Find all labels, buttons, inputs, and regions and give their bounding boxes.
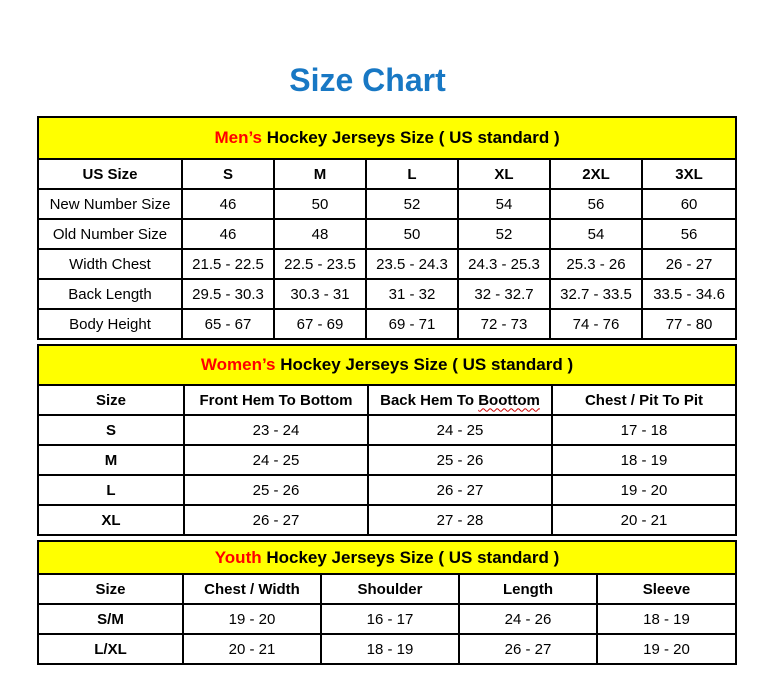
col-header: XL	[458, 159, 550, 189]
col-header-text: Back Hem To	[380, 391, 479, 409]
table-row	[38, 604, 736, 634]
cell: 65 - 67	[182, 309, 274, 339]
cell: 20 - 21	[183, 634, 321, 664]
cell: 19 - 20	[183, 604, 321, 634]
cell: 67 - 69	[274, 309, 366, 339]
cell: 21.5 - 22.5	[182, 249, 274, 279]
col-header: Chest / Width	[183, 574, 321, 604]
col-header: L	[366, 159, 458, 189]
cell: 30.3 - 31	[274, 279, 366, 309]
cell: 19 - 20	[597, 634, 736, 664]
cell: 26 - 27	[184, 505, 368, 535]
col-header: 3XL	[642, 159, 736, 189]
cell: 24 - 26	[459, 604, 597, 634]
table-row	[38, 309, 736, 339]
cell: 25.3 - 26	[550, 249, 642, 279]
womens-section-heading-row	[38, 345, 736, 385]
cell: 69 - 71	[366, 309, 458, 339]
cell: 25 - 26	[368, 445, 552, 475]
cell: 18 - 19	[597, 604, 736, 634]
cell: 24 - 25	[368, 415, 552, 445]
cell: 20 - 21	[552, 505, 736, 535]
cell: 18 - 19	[321, 634, 459, 664]
cell: 23.5 - 24.3	[366, 249, 458, 279]
cell: 77 - 80	[642, 309, 736, 339]
col-header: M	[274, 159, 366, 189]
table-row	[38, 219, 736, 249]
table-row	[38, 189, 736, 219]
mens-section-heading	[38, 117, 736, 159]
cell: 27 - 28	[368, 505, 552, 535]
table-row	[38, 505, 736, 535]
col-header: Size	[38, 574, 183, 604]
col-header: S	[182, 159, 274, 189]
cell: 72 - 73	[458, 309, 550, 339]
col-header: Length	[459, 574, 597, 604]
table-row	[38, 475, 736, 505]
mens-section-heading-row	[38, 117, 736, 159]
col-header: Front Hem To Bottom	[184, 385, 368, 415]
cell: 24 - 25	[184, 445, 368, 475]
cell: 23 - 24	[184, 415, 368, 445]
cell: 32.7 - 33.5	[550, 279, 642, 309]
row-label: Width Chest	[38, 249, 182, 279]
cell: 33.5 - 34.6	[642, 279, 736, 309]
youth-section-heading	[38, 541, 736, 574]
row-label: XL	[38, 505, 184, 535]
youth-heading-accent: Youth	[214, 547, 262, 567]
cell: 50	[274, 189, 366, 219]
cell: 26 - 27	[459, 634, 597, 664]
youth-heading-rest: Hockey Jerseys Size ( US standard )	[261, 547, 560, 567]
cell: 54	[550, 219, 642, 249]
mens-size-table	[37, 116, 737, 340]
womens-section-heading	[38, 345, 736, 385]
cell: 56	[642, 219, 736, 249]
womens-heading-accent: Women’s	[200, 355, 276, 374]
cell: 46	[182, 189, 274, 219]
col-header: Size	[38, 385, 184, 415]
col-header: Shoulder	[321, 574, 459, 604]
cell: 48	[274, 219, 366, 249]
table-row	[38, 249, 736, 279]
col-header: US Size	[38, 159, 182, 189]
cell: 26 - 27	[642, 249, 736, 279]
row-label: Old Number Size	[38, 219, 182, 249]
youth-section-heading-row	[38, 541, 736, 574]
cell: 18 - 19	[552, 445, 736, 475]
cell: 24.3 - 25.3	[458, 249, 550, 279]
size-chart-tables	[37, 116, 776, 665]
col-header	[368, 385, 552, 415]
cell: 16 - 17	[321, 604, 459, 634]
misspelled-word: Boottom	[478, 391, 540, 409]
col-header: Chest / Pit To Pit	[552, 385, 736, 415]
womens-column-header-row	[38, 385, 736, 415]
womens-heading-rest: Hockey Jerseys Size ( US standard )	[275, 355, 574, 374]
cell: 17 - 18	[552, 415, 736, 445]
cell: 25 - 26	[184, 475, 368, 505]
cell: 54	[458, 189, 550, 219]
cell: 19 - 20	[552, 475, 736, 505]
table-row	[38, 634, 736, 664]
page-title: Size Chart	[289, 62, 446, 98]
womens-size-table	[37, 344, 737, 536]
row-label: S/M	[38, 604, 183, 634]
table-row	[38, 445, 736, 475]
row-label: S	[38, 415, 184, 445]
row-label: Body Height	[38, 309, 182, 339]
cell: 29.5 - 30.3	[182, 279, 274, 309]
cell: 32 - 32.7	[458, 279, 550, 309]
cell: 52	[366, 189, 458, 219]
youth-size-table	[37, 540, 737, 665]
table-row	[38, 279, 736, 309]
row-label: M	[38, 445, 184, 475]
cell: 46	[182, 219, 274, 249]
cell: 74 - 76	[550, 309, 642, 339]
table-row	[38, 415, 736, 445]
mens-column-header-row	[38, 159, 736, 189]
cell: 56	[550, 189, 642, 219]
cell: 31 - 32	[366, 279, 458, 309]
row-label: New Number Size	[38, 189, 182, 219]
row-label: L/XL	[38, 634, 183, 664]
cell: 50	[366, 219, 458, 249]
mens-heading-accent: Men’s	[214, 128, 262, 147]
col-header: 2XL	[550, 159, 642, 189]
cell: 22.5 - 23.5	[274, 249, 366, 279]
row-label: L	[38, 475, 184, 505]
cell: 52	[458, 219, 550, 249]
youth-column-header-row	[38, 574, 736, 604]
row-label: Back Length	[38, 279, 182, 309]
mens-heading-rest: Hockey Jerseys Size ( US standard )	[262, 128, 560, 147]
cell: 60	[642, 189, 736, 219]
col-header: Sleeve	[597, 574, 736, 604]
cell: 26 - 27	[368, 475, 552, 505]
